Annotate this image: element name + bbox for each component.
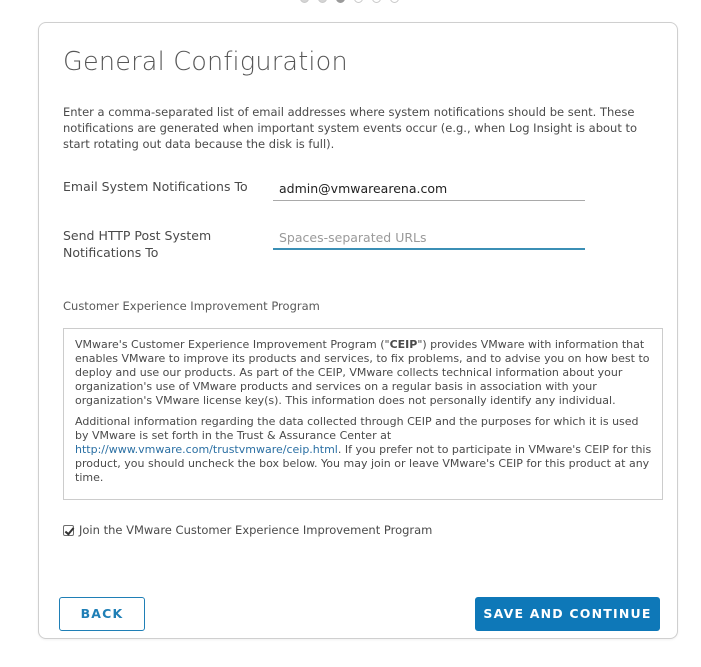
email-notifications-input[interactable] <box>273 177 585 201</box>
ceip-join-label[interactable]: Join the VMware Customer Experience Improvement Program <box>79 523 433 537</box>
ceip-join-checkbox[interactable] <box>63 525 74 536</box>
ceip-p1-text-end: ") provides VMware with information that enables VMware to improve its products and services, to fix problems, and to advise you on how best to deploy and use our products. As part of the CEIP, VMware collects technical information about your organization's use of VMware products and services on a regular basis in association with your organization's VMware license key(s). This information does not personally identify any individual. <box>75 338 650 407</box>
ceip-p1-text-start: VMware's Customer Experience Improvement Program (" <box>75 338 390 351</box>
email-notifications-label: Email System Notifications To <box>63 179 248 194</box>
step-dot-3-current <box>336 0 345 3</box>
step-dot-1 <box>300 0 309 3</box>
configuration-card <box>38 22 678 639</box>
ceip-paragraph-2 <box>75 415 652 485</box>
step-dot-6 <box>390 0 399 3</box>
save-and-continue-button[interactable]: SAVE AND CONTINUE <box>475 597 660 631</box>
ceip-paragraph-1 <box>75 338 652 408</box>
ceip-p2-text-start: Additional information regarding the data collected through CEIP and the purposes for which it is used by VMware is set forth in the Trust & Assurance Center at <box>75 415 639 442</box>
http-post-urls-input[interactable] <box>273 226 585 250</box>
ceip-p2-text-end: . If you prefer not to participate in VMware's CEIP for this product, you should uncheck the box below. You may join or leave VMware's CEIP for this product at any time. <box>75 443 652 484</box>
intro-text: Enter a comma-separated list of email addresses where system notifications should be sent. These notifications are generated when important system events occur (e.g., when Log Insight is about to start rotating out data because the disk is full). <box>63 105 638 151</box>
ceip-description-box <box>63 328 663 500</box>
ceip-join-row <box>63 523 432 537</box>
wizard-step-indicator <box>300 0 399 3</box>
http-post-notifications-label: Send HTTP Post System Notifications To <box>63 228 212 260</box>
step-dot-4 <box>354 0 363 3</box>
page-title: General Configuration <box>63 47 348 77</box>
step-dot-5 <box>372 0 381 3</box>
back-button[interactable]: BACK <box>59 597 145 631</box>
ceip-heading: Customer Experience Improvement Program <box>63 299 320 313</box>
ceip-acronym: CEIP <box>389 338 418 351</box>
ceip-trust-center-link[interactable]: http://www.vmware.com/trustvmware/ceip.html <box>75 443 338 456</box>
step-dot-2 <box>318 0 327 3</box>
